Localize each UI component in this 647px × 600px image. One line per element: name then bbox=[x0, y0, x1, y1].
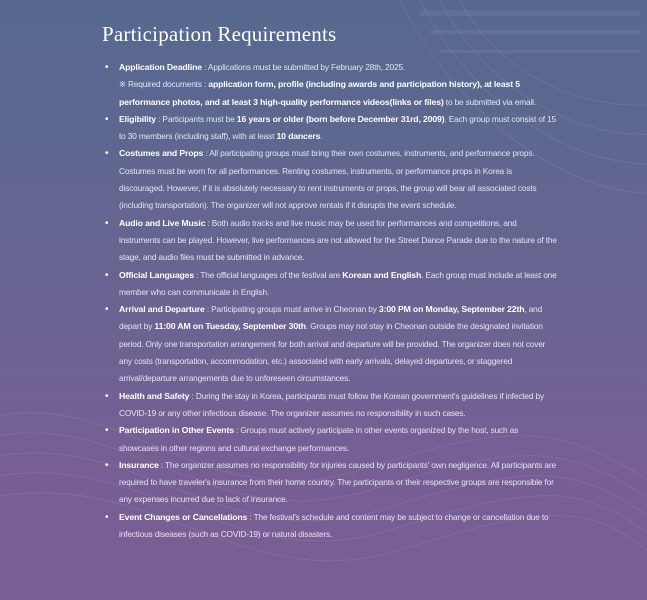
highlight-text: Official Languages bbox=[119, 269, 195, 280]
highlight-text: Audio and Live Music bbox=[119, 217, 206, 228]
body-text: : Participating groups must arrive in Cheonan by bbox=[204, 304, 379, 315]
body-text: to be submitted via email. bbox=[443, 96, 536, 107]
highlight-text: Insurance bbox=[119, 459, 159, 470]
highlight-text: Participation in Other Events bbox=[119, 425, 234, 436]
requirement-deadline bbox=[102, 59, 557, 111]
requirements-panel bbox=[102, 22, 557, 543]
highlight-text: Application Deadline bbox=[119, 62, 202, 72]
requirement-languages bbox=[102, 267, 557, 302]
body-text: : Groups must actively participate in other events organized by the host, such as showcases in other regions and cultural exchange performances. bbox=[119, 425, 519, 453]
body-text: : Both audio tracks and live music may be used for performances and competitions, and instruments can be played. However, live performances are not allowed for the Street Dance Parade due to the nature of the stage, and audio files must be submitted in advance. bbox=[119, 217, 557, 263]
body-text: : The organizer assumes no responsibility for injuries caused by participants' own negligence. All participants are required to have traveler's insurance from their home country. The participants or their respective groups are responsible for any expenses incurred due to lack of insurance. bbox=[119, 459, 556, 505]
highlight-text: Event Changes or Cancellations bbox=[119, 511, 248, 522]
requirement-health bbox=[102, 388, 557, 423]
requirement-other-events bbox=[102, 422, 557, 457]
body-text: . bbox=[320, 131, 323, 142]
body-text: : During the stay in Korea, participants must follow the Korean government's guidelines if infected by COVID-19 or any other infectious disease. The organizer assumes no responsibility in such cases. bbox=[119, 390, 544, 418]
highlight-text: 3:00 PM on Monday, September 22th bbox=[378, 304, 525, 315]
highlight-text: Costumes and Props bbox=[119, 148, 204, 159]
requirement-audio bbox=[102, 215, 557, 267]
requirement-arrival bbox=[102, 301, 557, 387]
requirement-insurance bbox=[102, 457, 557, 509]
page-title: Participation Requirements bbox=[102, 22, 337, 46]
requirements-list bbox=[102, 59, 557, 543]
body-text: : The festival's schedule and content may be subject to change or cancellation due to infectious diseases (such as COVID-19) or natural disasters. bbox=[119, 511, 549, 540]
requirement-event-changes bbox=[102, 509, 557, 544]
required-documents-note bbox=[119, 76, 557, 111]
requirement-eligibility bbox=[102, 111, 557, 146]
body-text: . Each group must include at least one member who can communicate in English. bbox=[119, 269, 557, 297]
body-text: : All participating groups must bring their own costumes, instruments, and performance props. Costumes must be worn for all performances. Renting costumes, instruments, or performance props in Korea is discouraged. However, if it is absolutely necessary to rent instruments or props, the group will bear all associated costs (including transportation). The organizer will not approve rentals if it disrupts the event schedule. bbox=[119, 148, 537, 211]
highlight-text: 10 dancers bbox=[276, 131, 321, 142]
highlight-text: 11:00 AM on Tuesday, September 30th bbox=[154, 321, 306, 332]
body-text: ※ Required documents : bbox=[119, 79, 209, 90]
highlight-text: 16 years or older (born before December 31rd, 2009) bbox=[236, 113, 445, 124]
highlight-text: Health and Safety bbox=[119, 390, 190, 401]
highlight-text: Arrival and Departure bbox=[119, 304, 205, 315]
body-text: : Applications must be submitted by February 28th, 2025. bbox=[201, 62, 406, 72]
highlight-text: Korean and English bbox=[342, 269, 422, 280]
body-text: . Groups may not stay in Cheonan outside the designated invitation period. Only one transportation arrangement for both arrival and departure will be provided. The organizer does not cover any costs (transportation, accommodation, etc.) associated with early arrivals, delayed departures, or staggered arrival/departure arrangements due to unforeseen circumstances. bbox=[119, 321, 546, 384]
body-text: : Participants must be bbox=[155, 113, 237, 124]
body-text: : The official languages of the festival are bbox=[194, 269, 343, 280]
body-text: . Each group must consist of 15 to 30 members (including staff), with at least bbox=[119, 113, 557, 142]
highlight-text: Eligibility bbox=[119, 113, 156, 124]
requirement-costumes bbox=[102, 145, 557, 214]
highlight-text: application form, profile (including awards and participation history), at least 5 performance photos, and at least 3 high-quality performance videos(links or files) bbox=[119, 79, 520, 107]
body-text: , and depart by bbox=[119, 304, 543, 332]
